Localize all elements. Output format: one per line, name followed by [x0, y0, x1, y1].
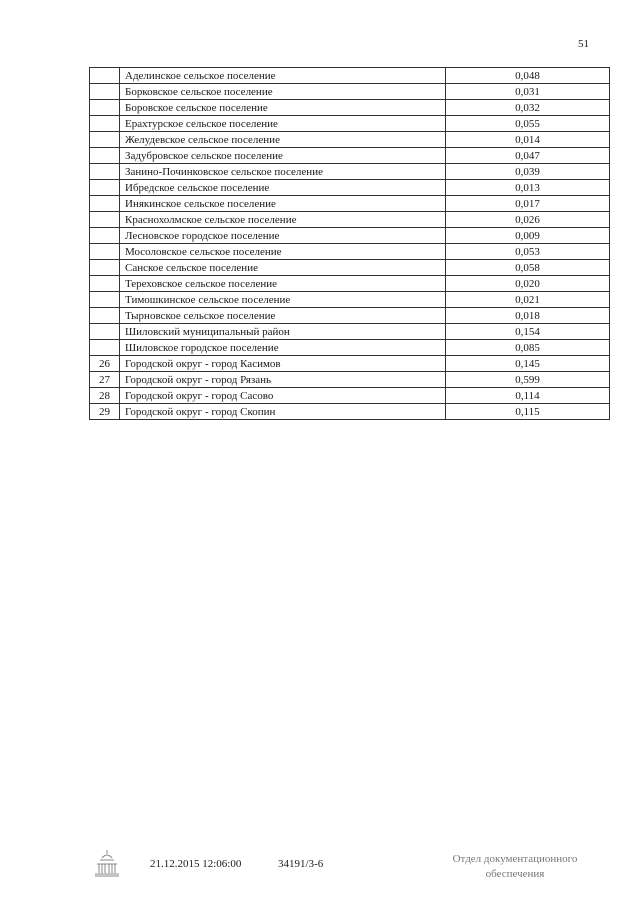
- row-number-cell: [90, 212, 120, 228]
- row-name-cell: Городской округ - город Скопин: [120, 404, 446, 420]
- table-row: [90, 340, 610, 356]
- row-name-cell: Задубровское сельское поселение: [120, 148, 446, 164]
- table-row: [90, 132, 610, 148]
- row-number-cell: [90, 164, 120, 180]
- row-value-cell: 0,039: [446, 164, 610, 180]
- row-value-cell: 0,017: [446, 196, 610, 212]
- table-row: [90, 244, 610, 260]
- row-value-cell: 0,032: [446, 100, 610, 116]
- table-row: [90, 180, 610, 196]
- row-number-cell: [90, 148, 120, 164]
- row-number-cell: [90, 132, 120, 148]
- row-value-cell: 0,048: [446, 68, 610, 84]
- table-row: [90, 356, 610, 372]
- footer-department: [440, 852, 590, 882]
- row-name-cell: Борковское сельское поселение: [120, 84, 446, 100]
- row-name-cell: Городской округ - город Касимов: [120, 356, 446, 372]
- table-row: [90, 164, 610, 180]
- row-number-cell: [90, 260, 120, 276]
- row-value-cell: 0,020: [446, 276, 610, 292]
- row-number-cell: [90, 116, 120, 132]
- footer-department-line1: Отдел документационного: [452, 853, 578, 865]
- table-row: [90, 84, 610, 100]
- row-name-cell: Ибредское сельское поселение: [120, 180, 446, 196]
- row-value-cell: 0,599: [446, 372, 610, 388]
- row-value-cell: 0,013: [446, 180, 610, 196]
- row-value-cell: 0,047: [446, 148, 610, 164]
- table-row: [90, 276, 610, 292]
- row-value-cell: 0,026: [446, 212, 610, 228]
- row-name-cell: Желудевское сельское поселение: [120, 132, 446, 148]
- table-row: [90, 388, 610, 404]
- row-value-cell: 0,053: [446, 244, 610, 260]
- page-number: 51: [578, 38, 589, 50]
- row-value-cell: 0,018: [446, 308, 610, 324]
- footer-doc-number: 34191/3-6: [278, 858, 324, 870]
- table-row: [90, 292, 610, 308]
- row-number-cell: [90, 228, 120, 244]
- row-value-cell: 0,009: [446, 228, 610, 244]
- table-row: [90, 116, 610, 132]
- row-name-cell: Тереховское сельское поселение: [120, 276, 446, 292]
- row-number-cell: [90, 196, 120, 212]
- row-value-cell: 0,114: [446, 388, 610, 404]
- row-number-cell: [90, 68, 120, 84]
- row-name-cell: Краснохолмское сельское поселение: [120, 212, 446, 228]
- row-value-cell: 0,058: [446, 260, 610, 276]
- row-number-cell: [90, 292, 120, 308]
- table-row: [90, 324, 610, 340]
- row-name-cell: Тырновское сельское поселение: [120, 308, 446, 324]
- row-name-cell: Городской округ - город Рязань: [120, 372, 446, 388]
- row-value-cell: 0,055: [446, 116, 610, 132]
- table-row: [90, 148, 610, 164]
- row-value-cell: 0,154: [446, 324, 610, 340]
- row-name-cell: Санское сельское поселение: [120, 260, 446, 276]
- row-value-cell: 0,085: [446, 340, 610, 356]
- row-value-cell: 0,115: [446, 404, 610, 420]
- row-number-cell: [90, 324, 120, 340]
- row-value-cell: 0,031: [446, 84, 610, 100]
- row-name-cell: Занино-Починковское сельское поселение: [120, 164, 446, 180]
- row-name-cell: Лесновское городское поселение: [120, 228, 446, 244]
- row-number-cell: [90, 276, 120, 292]
- table-row: [90, 228, 610, 244]
- row-name-cell: Аделинское сельское поселение: [120, 68, 446, 84]
- row-number-cell: [90, 180, 120, 196]
- table-row: [90, 260, 610, 276]
- row-number-cell: [90, 340, 120, 356]
- footer-department-line2: обеспечения: [485, 868, 545, 880]
- row-name-cell: Ерахтурское сельское поселение: [120, 116, 446, 132]
- row-name-cell: Тимошкинское сельское поселение: [120, 292, 446, 308]
- table-body: [90, 68, 610, 420]
- row-name-cell: Шиловское городское поселение: [120, 340, 446, 356]
- row-number-cell: 29: [90, 404, 120, 420]
- row-number-cell: 27: [90, 372, 120, 388]
- row-name-cell: Боровское сельское поселение: [120, 100, 446, 116]
- table-row: [90, 68, 610, 84]
- table-row: [90, 196, 610, 212]
- row-name-cell: Мосоловское сельское поселение: [120, 244, 446, 260]
- table-row: [90, 404, 610, 420]
- row-value-cell: 0,021: [446, 292, 610, 308]
- data-table: [89, 67, 610, 420]
- row-name-cell: Инякинское сельское поселение: [120, 196, 446, 212]
- table-row: [90, 100, 610, 116]
- row-value-cell: 0,014: [446, 132, 610, 148]
- footer-datetime: 21.12.2015 12:06:00: [150, 858, 242, 870]
- row-number-cell: 28: [90, 388, 120, 404]
- row-value-cell: 0,145: [446, 356, 610, 372]
- table-row: [90, 212, 610, 228]
- row-number-cell: [90, 244, 120, 260]
- row-number-cell: [90, 84, 120, 100]
- row-name-cell: Шиловский муниципальный район: [120, 324, 446, 340]
- row-number-cell: 26: [90, 356, 120, 372]
- row-number-cell: [90, 308, 120, 324]
- table-row: [90, 372, 610, 388]
- row-name-cell: Городской округ - город Сасово: [120, 388, 446, 404]
- building-logo-icon: [93, 848, 121, 878]
- table-row: [90, 308, 610, 324]
- row-number-cell: [90, 100, 120, 116]
